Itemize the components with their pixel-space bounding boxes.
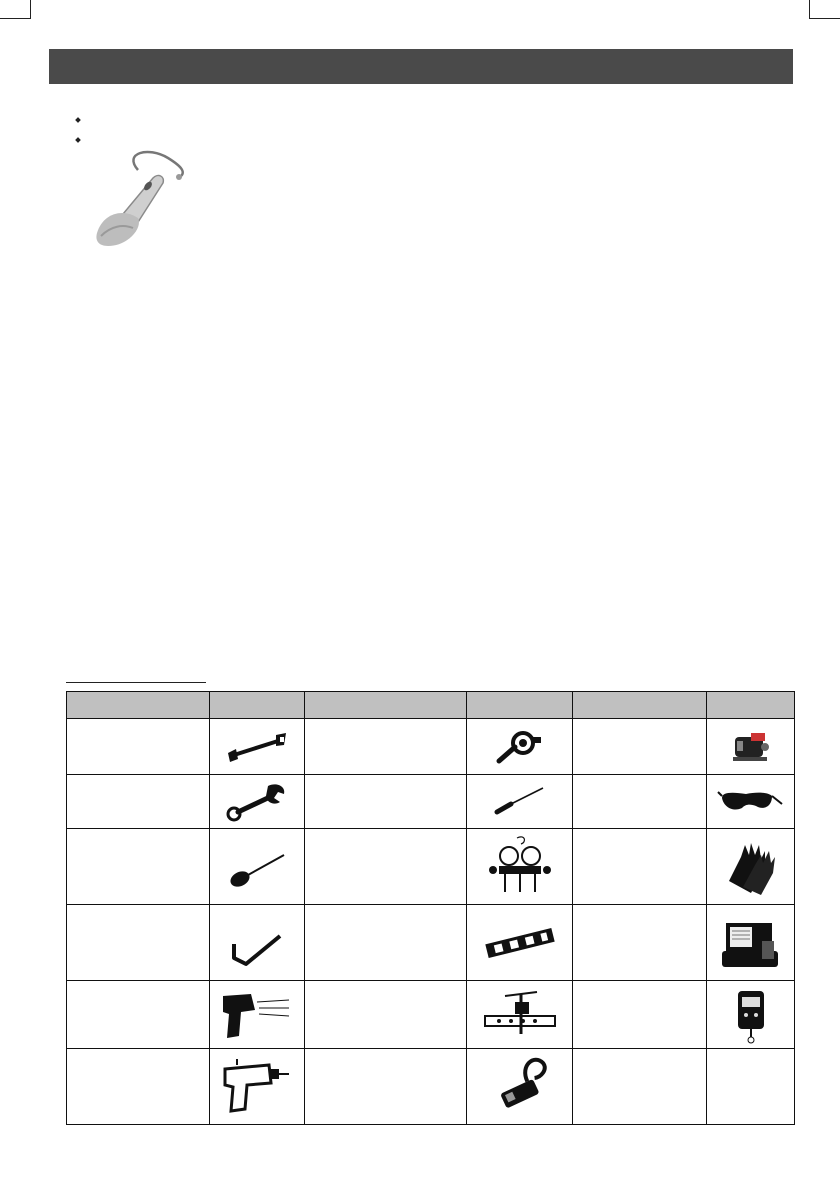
tool-name-cell (573, 829, 707, 905)
header-cell (707, 692, 795, 719)
table-row (67, 905, 795, 981)
bullet-item (74, 110, 88, 130)
tool-name-cell (305, 905, 467, 981)
table-header-row (67, 692, 795, 719)
tool-picture-cell (210, 1049, 305, 1125)
tool-name-cell (67, 719, 210, 775)
tool-picture-cell (467, 829, 573, 905)
tool-picture-cell (707, 829, 795, 905)
gloves-icon (721, 837, 781, 897)
tool-picture-cell (467, 1049, 573, 1125)
manifold-gauge-icon (485, 834, 555, 900)
header-cell (305, 692, 467, 719)
header-cell (573, 692, 707, 719)
header-cell (210, 692, 305, 719)
micron-gauge-icon (726, 985, 776, 1045)
refrigerant-scale-icon (718, 913, 784, 973)
pipe-cutter-icon (485, 727, 555, 767)
table-row (67, 981, 795, 1049)
bullet-diamond-icon (75, 117, 81, 123)
section-header-bar (49, 49, 793, 84)
flat-screwdriver-icon (485, 782, 555, 822)
bullet-diamond-icon (75, 137, 81, 143)
table-row (67, 1049, 795, 1125)
tool-name-cell (305, 981, 467, 1049)
tool-picture-cell (707, 719, 795, 775)
tool-picture-cell (707, 775, 795, 829)
level-icon (480, 918, 560, 968)
adjustable-wrench-icon (222, 780, 292, 824)
tool-picture-cell (467, 719, 573, 775)
vacuum-pump-icon (721, 727, 781, 767)
tools-caption (66, 668, 206, 683)
tool-name-cell (305, 829, 467, 905)
clamp-meter-icon (485, 1057, 555, 1117)
table-row (67, 719, 795, 775)
header-cell (67, 692, 210, 719)
tool-name-cell (305, 1049, 467, 1125)
tool-picture-cell (707, 905, 795, 981)
tool-picture-cell (467, 775, 573, 829)
tool-name-cell (67, 981, 210, 1049)
tool-name-cell (573, 775, 707, 829)
tool-picture-cell (210, 719, 305, 775)
tool-name-cell (573, 981, 707, 1049)
header-cell (467, 692, 573, 719)
tool-name-cell (573, 905, 707, 981)
tool-picture-cell (707, 981, 795, 1049)
tool-picture-cell (467, 981, 573, 1049)
tool-name-cell (305, 775, 467, 829)
tool-picture-cell (210, 981, 305, 1049)
open-end-wrench-icon (222, 727, 292, 767)
tool-name-cell (305, 719, 467, 775)
gas-leak-detector-icon (93, 148, 188, 248)
safety-goggles-icon (716, 782, 786, 822)
power-drill-icon (217, 1057, 297, 1117)
table-row (67, 775, 795, 829)
tools-table (66, 691, 795, 1125)
tool-picture-cell (467, 905, 573, 981)
tool-name-cell (67, 1049, 210, 1125)
flaring-tool-icon (475, 986, 565, 1044)
phillips-screwdriver-icon (222, 843, 292, 891)
bullet-item (74, 130, 88, 150)
core-drill-icon (217, 986, 297, 1044)
tool-name-cell (67, 829, 210, 905)
table-row (67, 829, 795, 905)
hex-key-icon (222, 918, 292, 968)
tool-picture-cell (210, 905, 305, 981)
tool-picture-cell (707, 1049, 795, 1125)
bullet-list (74, 110, 88, 150)
tool-name-cell (573, 1049, 707, 1125)
tool-name-cell (67, 775, 210, 829)
crop-mark-left (0, 0, 31, 19)
crop-mark-right (809, 0, 840, 19)
tool-picture-cell (210, 775, 305, 829)
tool-name-cell (67, 905, 210, 981)
tool-name-cell (573, 719, 707, 775)
tool-picture-cell (210, 829, 305, 905)
